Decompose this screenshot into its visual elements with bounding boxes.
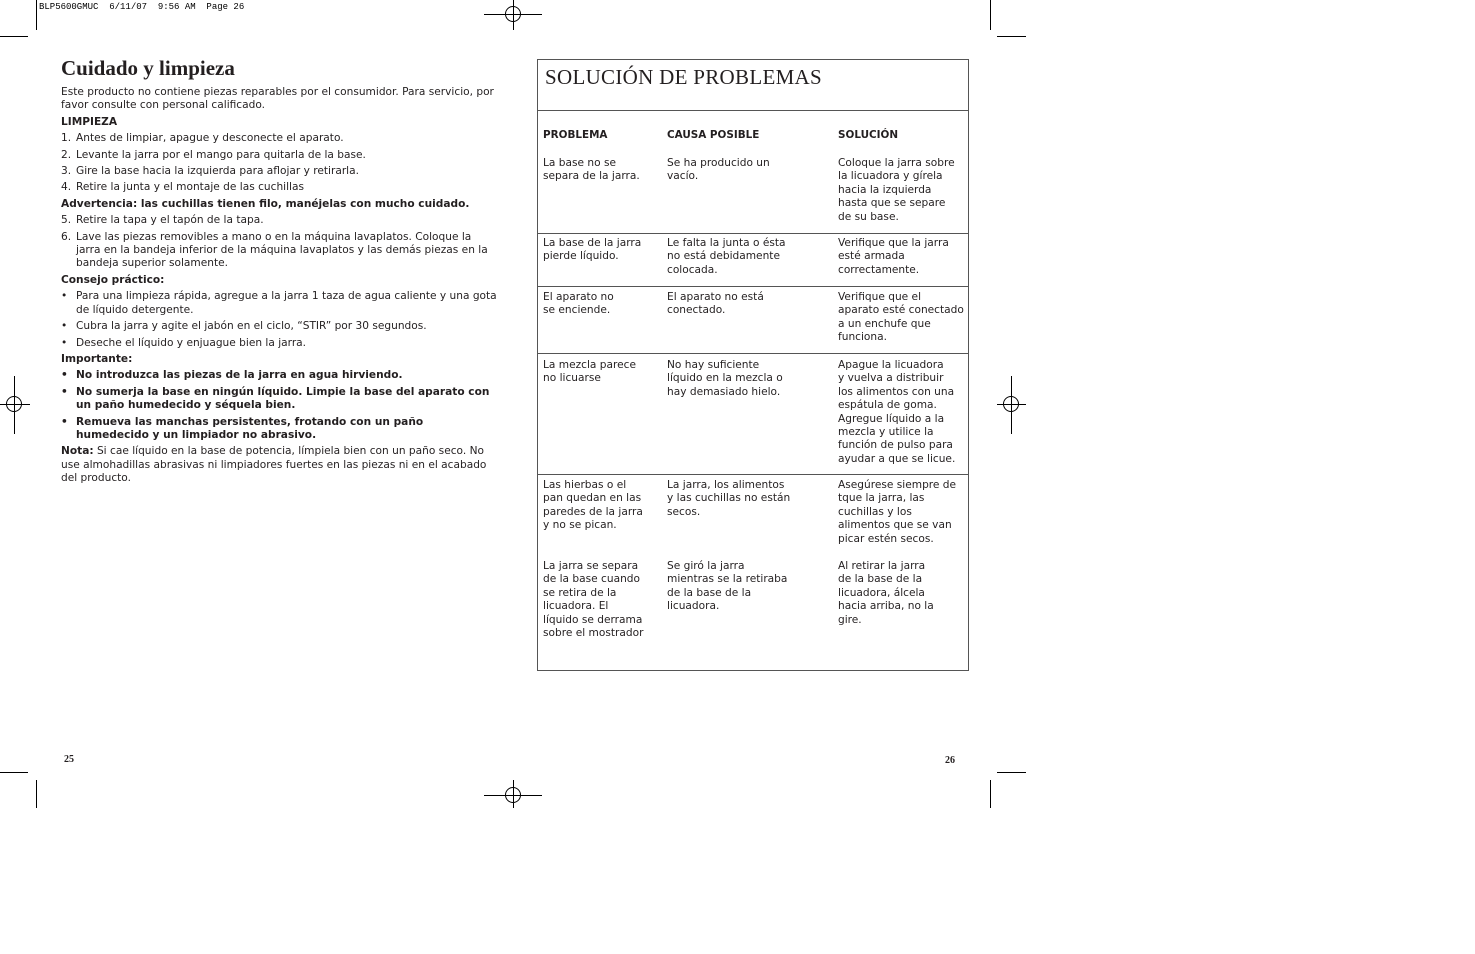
- note-label: Nota:: [61, 445, 94, 458]
- note-text: Si cae líquido en la base de potencia, límpiela bien con un paño seco. No use almohadillas abrasivas ni limpiadores fuertes en las piezas ni en el acabado del producto.: [61, 445, 487, 485]
- important-heading: Importante:: [61, 352, 133, 365]
- cause-cell: Se giró la jarra mientras se la retiraba de la base de la licuadora.: [667, 560, 788, 613]
- problem-cell: El aparato no se enciende.: [543, 291, 614, 317]
- crop-mark: [997, 772, 1026, 773]
- page-number-left: 25: [64, 754, 74, 765]
- warning-text: Advertencia: las cuchillas tienen filo, manéjelas con mucho cuidado.: [61, 197, 470, 210]
- crop-mark: [36, 0, 37, 30]
- care-and-cleaning-section: [61, 55, 497, 489]
- problem-cell: La base de la jarra pierde líquido.: [543, 237, 642, 263]
- solution-cell: Al retirar la jarra de la base de la licuadora, álcela hacia arriba, no la gire.: [838, 560, 934, 626]
- panel-title: SOLUCIÓN DE PROBLEMAS: [545, 65, 822, 89]
- solution-cell: Verifique que el aparato esté conectado a un enchufe que funciona.: [838, 291, 964, 344]
- list-item: 3. Gire la base hacia la izquierda para aflojar y retirarla.: [61, 165, 359, 178]
- table-row: [538, 291, 968, 354]
- column-header-problem: PROBLEMA: [543, 129, 608, 141]
- cause-cell: Se ha producido un vacío.: [667, 157, 770, 183]
- solution-cell: Coloque la jarra sobre la licuadora y gírela hacia la izquierda hasta que se separe de su base.: [838, 157, 955, 223]
- list-item: • Cubra la jarra y agite el jabón en el ciclo, “STIR” por 30 segundos.: [61, 320, 427, 333]
- problem-cell: Las hierbas o el pan quedan en las paredes de la jarra y no se pican.: [543, 479, 643, 532]
- problem-cell: La base no se separa de la jarra.: [543, 157, 640, 183]
- list-item: 2. Levante la jarra por el mango para quitarla de la base.: [61, 148, 366, 161]
- print-slug: BLP5600GMUC 6/11/07 9:56 AM Page 26: [39, 2, 245, 12]
- crop-mark: [990, 0, 991, 30]
- list-item: • No sumerja la base en ningún líquido. Limpie la base del aparato con un paño humedecido y séquela bien.: [61, 385, 490, 412]
- solution-cell: Apague la licuadora y vuelva a distribuir los alimentos con una espátula de goma. Agregue líquido a la mezcla y utilice la función de pulso para ayudar a que se licue.: [838, 359, 956, 465]
- crop-mark: [0, 772, 28, 773]
- list-item: • No introduzca las piezas de la jarra en agua hirviendo.: [61, 369, 403, 382]
- important-list: [61, 369, 497, 442]
- solution-cell: Verifique que la jarra esté armada correctamente.: [838, 237, 949, 276]
- list-item: 4. Retire la junta y el montaje de las cuchillas: [61, 181, 304, 194]
- note-paragraph: [61, 445, 497, 485]
- solution-cell: Asegúrese siempre de tque la jarra, las cuchillas y los alimentos que se van picar estén secos.: [838, 479, 957, 545]
- list-item: • Remueva las manchas persistentes, frotando con un paño humedecido y un limpiador no abrasivo.: [61, 415, 424, 441]
- crop-mark: [0, 36, 28, 37]
- cause-cell: Le falta la junta o ésta no está debidamente colocada.: [667, 237, 786, 276]
- cause-cell: La jarra, los alimentos y las cuchillas no están secos.: [667, 479, 791, 518]
- cause-cell: No hay suficiente líquido en la mezcla o hay demasiado hielo.: [667, 359, 783, 398]
- problem-cell: La mezcla parece no licuarse: [543, 359, 636, 385]
- tip-heading: Consejo práctico:: [61, 273, 165, 286]
- page-number-right: 26: [945, 755, 955, 766]
- list-item: • Para una limpieza rápida, agregue a la jarra 1 taza de agua caliente y una gota de líquido detergente.: [61, 290, 497, 316]
- crop-mark: [997, 36, 1026, 37]
- section-title: Cuidado y limpieza: [61, 56, 235, 80]
- cleaning-steps-list: [61, 132, 497, 195]
- cause-cell: El aparato no está conectado.: [667, 291, 764, 317]
- cleaning-steps-list: [61, 214, 497, 271]
- table-row: [538, 479, 968, 549]
- troubleshooting-panel: [537, 59, 969, 671]
- problem-cell: La jarra se separa de la base cuando se retira de la licuadora. El líquido se derrama sobre el mostrador: [543, 560, 644, 640]
- list-item: 5. Retire la tapa y el tapón de la tapa.: [61, 214, 264, 227]
- list-item: 1. Antes de limpiar, apague y desconecte el aparato.: [61, 132, 344, 145]
- cleaning-heading: LIMPIEZA: [61, 115, 118, 128]
- column-header-cause: CAUSA POSIBLE: [667, 129, 760, 141]
- table-row: [538, 237, 968, 287]
- column-header-solution: SOLUCIÓN: [838, 129, 899, 141]
- list-item: • Deseche el líquido y enjuague bien la jarra.: [61, 336, 307, 349]
- table-row: [538, 560, 968, 650]
- table-row: [538, 359, 968, 475]
- intro-text: Este producto no contiene piezas reparables por el consumidor. Para servicio, por favor consulte con personal calificado.: [61, 86, 494, 112]
- table-row: [538, 157, 968, 234]
- crop-mark: [990, 780, 991, 808]
- crop-mark: [36, 780, 37, 808]
- panel-title-bar: [538, 60, 968, 111]
- tips-list: [61, 290, 497, 350]
- list-item: 6. Lave las piezas removibles a mano o en la máquina lavaplatos. Coloque la jarra en la bandeja inferior de la máquina lavaplatos y las demás piezas en la bandeja superior solamente.: [61, 230, 488, 270]
